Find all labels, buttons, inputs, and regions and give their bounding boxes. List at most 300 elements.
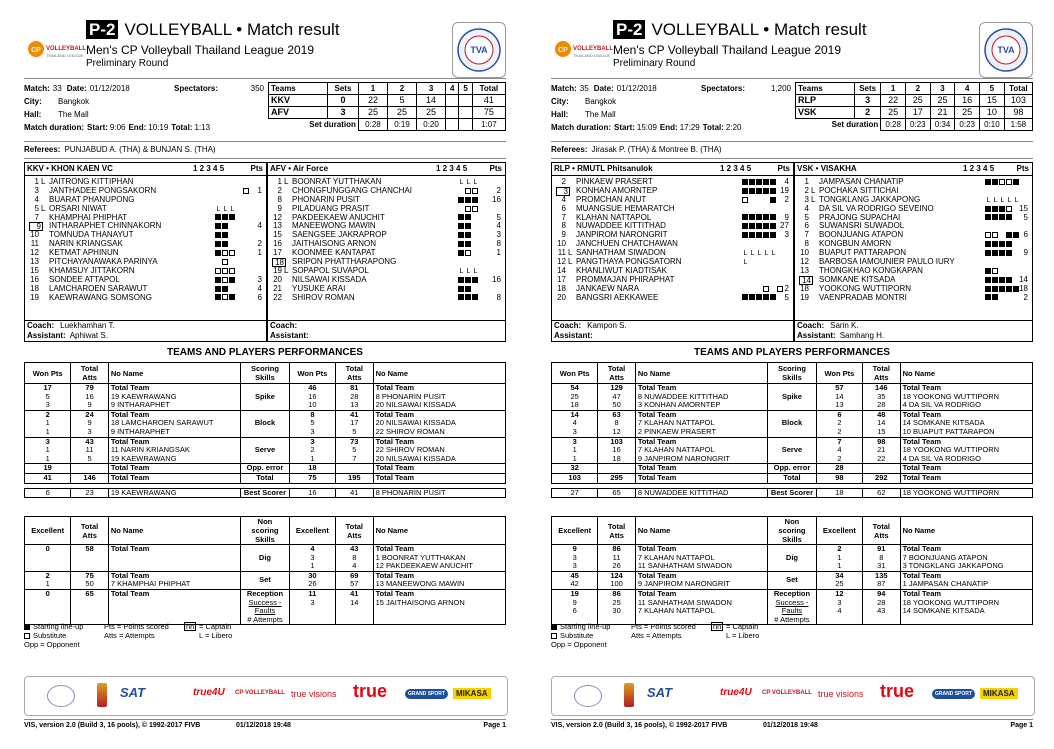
libero-set-marker: L <box>764 250 769 258</box>
player-name: BOONRAT YUTTHAKAN <box>292 177 382 186</box>
player-name: JANCHUEN CHATCHAWAN <box>576 239 678 249</box>
perf-value: 20 NILSAWAI KISSADA <box>375 400 456 410</box>
player-number: 14 <box>799 276 813 285</box>
libero-set-marker: L <box>230 205 235 213</box>
player-points: 4 <box>784 177 789 186</box>
started-set-icon <box>763 232 769 238</box>
player-points: 2 <box>784 283 789 293</box>
libero-flag: L <box>284 177 289 186</box>
score-cell: 21 <box>930 107 955 119</box>
skill-label: Total <box>256 472 274 482</box>
spectators-label: Spectators: <box>701 84 746 93</box>
score-cell: 98 <box>1004 107 1032 119</box>
substitute-set-icon <box>229 268 235 274</box>
perf-value: 3 <box>572 426 577 436</box>
perf-value: 9 <box>572 597 577 607</box>
player-set-icons <box>458 240 472 249</box>
legend-opp: Opp = Opponent <box>24 640 80 649</box>
team-b-roster <box>794 162 1033 342</box>
total-label: Total: <box>171 123 193 132</box>
perf-header: No Name <box>108 517 240 545</box>
libero-flag: L <box>284 265 289 275</box>
perf-value: 5 <box>45 391 50 401</box>
started-set-icon <box>999 206 1005 212</box>
coach-label: Coach: <box>797 321 825 330</box>
sat-logo: SAT <box>120 685 146 700</box>
end-label: End: <box>659 123 678 132</box>
perf-value: Total Team <box>637 588 677 598</box>
player-set-icons <box>985 285 1020 294</box>
perf-row <box>552 545 1033 572</box>
score-header: 3 <box>930 83 955 95</box>
started-set-icon <box>749 179 755 185</box>
perf-header: No Name <box>900 517 1032 545</box>
player-points: 3 <box>784 230 789 240</box>
player-points: 5 <box>1023 212 1028 222</box>
perf-header: Total Atts <box>863 517 901 545</box>
player-set-icons <box>215 258 229 267</box>
sets-header: 1 2 3 4 5 <box>720 164 752 173</box>
libero-set-marker: L <box>466 179 471 186</box>
player-points: 4 <box>496 221 501 231</box>
match-result-page-2 <box>527 0 1048 749</box>
perf-value: 2 PINKAEW PRASERT <box>637 426 717 436</box>
started-set-icon <box>756 188 762 194</box>
score-cell: 3 <box>328 107 359 119</box>
perf-value: 54 <box>570 383 579 392</box>
perf-value: 15 <box>877 426 886 436</box>
player-number: 9 <box>561 230 566 240</box>
player-points: 14 <box>1019 274 1028 284</box>
set-duration <box>459 119 472 131</box>
player-number: 11 <box>557 248 566 258</box>
player-number: 16 <box>30 274 39 284</box>
perf-value: 292 <box>875 472 888 482</box>
phase-name: Preliminary Round <box>86 58 169 69</box>
perf-value: 1 <box>310 453 315 463</box>
player-name: MUANGSUE HEMARATCH <box>576 203 675 213</box>
perf-value: 20 NILSAWAI KISSADA <box>375 418 456 428</box>
perf-value: 11 SANHATHAM SIWADON <box>637 597 732 607</box>
svg-text:CP: CP <box>31 47 41 54</box>
perf-value: 3 <box>572 436 577 446</box>
player-set-icons <box>458 249 472 258</box>
player-set-icons <box>215 294 236 303</box>
started-set-icon <box>770 232 776 238</box>
perf-header: Total Atts <box>863 363 901 384</box>
best-scorer-value: 65 <box>598 488 636 498</box>
player-number: 15 <box>30 265 39 275</box>
perf-value: 7 <box>352 453 357 463</box>
substitute-set-icon <box>992 232 998 238</box>
started-set-icon <box>465 286 471 292</box>
started-set-icon <box>992 214 998 220</box>
perf-value: 124 <box>610 570 623 580</box>
starting-lineup-icon <box>24 624 30 630</box>
perf-value: 4 DA SIL VA RODRIGO <box>902 453 981 463</box>
started-set-icon <box>458 241 464 247</box>
started-set-icon <box>985 241 991 247</box>
match-label: Match: <box>551 84 577 93</box>
perf-value: 146 <box>83 472 96 482</box>
referees <box>551 144 722 156</box>
perf-value: 8 PHONARIN PUSIT <box>375 391 446 401</box>
perf-value: 50 <box>85 579 94 589</box>
score-row <box>269 107 506 119</box>
perf-value: 1 <box>837 552 842 562</box>
competition-name: Men's CP Volleyball Thailand League 2019 <box>613 43 842 57</box>
player-set-icons <box>215 249 236 258</box>
started-set-icon <box>458 277 464 283</box>
city-value: Bangkok <box>585 97 617 106</box>
player-number: 17 <box>557 274 566 284</box>
score-cell <box>446 107 459 119</box>
player-number: 18 <box>557 283 566 293</box>
legend <box>551 622 851 649</box>
started-set-icon <box>756 214 762 220</box>
player-name: PILADUANG PRASIT <box>292 203 370 213</box>
skill-name <box>241 473 290 483</box>
player-number: 5 <box>804 212 809 222</box>
score-header: Teams <box>796 83 855 95</box>
spectators-label: Spectators: <box>174 84 219 93</box>
perf-value: Total Team <box>375 588 415 598</box>
perf-value: 21 <box>877 445 886 455</box>
score-cell: 10 <box>980 107 1005 119</box>
substitute-set-icon <box>999 179 1005 185</box>
started-set-icon <box>1013 286 1019 292</box>
perf-value: 12 <box>612 426 621 436</box>
started-set-icon <box>999 214 1005 220</box>
perf-value: 14 <box>877 418 886 428</box>
set-duration: 0:19 <box>387 119 416 131</box>
started-set-icon <box>749 223 755 229</box>
perf-value: Total Team <box>375 383 415 392</box>
score-cell: 75 <box>472 107 505 119</box>
player-number: 9 <box>29 222 43 231</box>
perf-value: 11 <box>308 588 317 598</box>
started-set-icon <box>742 232 748 238</box>
skill-label: Dig <box>258 552 272 562</box>
player-number: 10 <box>800 248 809 258</box>
perf-value: 2 <box>45 570 50 580</box>
player-name: PITCHAYANAWAKA PARINYA <box>49 257 158 267</box>
perf-value: 9 <box>572 544 577 553</box>
started-set-icon <box>1006 232 1012 238</box>
starting-lineup-icon <box>551 624 557 630</box>
player-set-icons <box>215 214 236 223</box>
svg-text:THAILAND LEAGUE: THAILAND LEAGUE <box>46 53 84 58</box>
player-set-icons <box>985 294 999 303</box>
match-number: 35 <box>579 84 589 93</box>
started-set-icon <box>215 250 221 256</box>
tva-logo <box>979 22 1033 78</box>
perf-value: 79 <box>85 383 94 392</box>
perf-value: 7 KLAHAN NATTAPOL <box>637 552 715 562</box>
legend-pts: Pts = Points scored <box>631 622 696 631</box>
version-footer: VIS, version 2.0 (Build 3, 16 pools), © 1992-2017 FIVB <box>24 722 201 729</box>
perf-value: Total Team <box>637 463 677 473</box>
skill-sublabel: # Attempts <box>247 614 283 624</box>
player-number: 20 <box>273 274 282 284</box>
player-points: 2 <box>257 239 262 249</box>
perf-value: 28 <box>877 597 886 607</box>
libero-flag: L <box>41 177 46 186</box>
started-set-icon <box>742 294 748 300</box>
perf-value: 25 <box>612 597 621 607</box>
date-label: Date: <box>593 84 614 93</box>
player-points: 3 <box>257 274 262 284</box>
perf-value: 2 <box>837 453 842 463</box>
player-number: 20 <box>557 292 566 302</box>
svg-text:VOLLEYBALL: VOLLEYBALL <box>573 46 613 52</box>
player-number: 7 <box>804 230 809 240</box>
perf-value: 75 <box>85 570 94 580</box>
player-name: YOOKONG WUTTIPORN <box>819 283 911 293</box>
mikasa-logo: MIKASA <box>453 688 491 699</box>
tva-logo <box>452 22 506 78</box>
score-cell: 17 <box>905 107 930 119</box>
player-number: 15 <box>273 230 282 240</box>
coach-label: Coach: <box>554 321 582 330</box>
perf-value: 1 <box>45 426 50 436</box>
skill-name <box>768 571 817 589</box>
started-set-icon <box>985 206 991 212</box>
grand-sport-logo: GRAND SPORT <box>405 689 448 699</box>
best-scorer-label: Best Scorer <box>241 488 290 498</box>
perf-value: 32 <box>570 463 579 473</box>
perf-header: Won Pts <box>816 363 862 384</box>
skill-name <box>241 384 290 411</box>
true-logo: true <box>880 681 915 701</box>
player-name: JANKAEW NARA <box>576 283 640 293</box>
total-time: 1:13 <box>194 123 211 132</box>
set-duration: 0:10 <box>980 119 1005 131</box>
assistant-label: Assistant: <box>270 331 309 340</box>
player-points: 15 <box>1019 203 1028 213</box>
perf-value: 10 <box>308 400 317 410</box>
perf-value: 17 <box>43 383 52 392</box>
player-points: 4 <box>257 283 262 293</box>
perf-value: 1 <box>45 453 50 463</box>
player-name: NARIN KRIANGSAK <box>49 239 123 249</box>
form-badge: P-2 <box>613 20 645 39</box>
pts-header: Pts <box>1016 164 1029 173</box>
player-number: 6 <box>561 203 566 213</box>
player-set-icons <box>458 276 479 285</box>
started-set-icon <box>985 286 991 292</box>
player-points: 16 <box>492 194 501 204</box>
player-name: SANHATHAM SIWADON <box>576 248 666 258</box>
started-set-icon <box>756 232 762 238</box>
perf-value: Total Team <box>110 463 150 473</box>
perf-value: 31 <box>877 561 886 571</box>
legend-atts: Atts = Attempts <box>104 631 155 640</box>
substitute-set-icon <box>243 188 249 194</box>
player-points: 2 <box>496 185 501 195</box>
perf-value: 7 KLAHAN NATTAPOL <box>637 445 715 455</box>
player-name: POCHAKA SITTICHAI <box>819 185 899 195</box>
perf-value: 45 <box>570 570 579 580</box>
started-set-icon <box>229 214 235 220</box>
skill-name <box>241 571 290 589</box>
team-a-roster <box>551 162 794 342</box>
substitute-set-icon <box>222 277 228 283</box>
player-number: 8 <box>277 194 282 204</box>
perf-header: Won Pts <box>552 363 598 384</box>
player-number: 10 <box>557 239 566 249</box>
perf-value: 18 <box>308 463 317 473</box>
perf-header: Excellent <box>816 517 862 545</box>
scoring-table <box>24 362 506 498</box>
team-b-roster <box>267 162 506 342</box>
legend-opp: Opp = Opponent <box>551 640 607 649</box>
perf-value: 30 <box>612 606 621 616</box>
perf-value: 13 <box>350 400 359 410</box>
perf-value: Total Team <box>110 436 150 446</box>
player-points: 1 <box>257 185 262 195</box>
perf-value: 2 <box>310 445 315 455</box>
started-set-icon <box>465 223 471 229</box>
started-set-icon <box>770 294 776 300</box>
player-name: BOONJUANG ATAPON <box>819 230 904 240</box>
player-row <box>554 294 791 303</box>
started-set-icon <box>985 179 991 185</box>
end-time: 10:19 <box>148 123 169 132</box>
perf-value: 14 <box>350 597 359 607</box>
perf-value: 1 <box>45 579 50 589</box>
skill-name <box>768 545 817 572</box>
score-cell: 25 <box>905 95 930 107</box>
player-points: 9 <box>784 212 789 222</box>
libero-flag: L <box>568 248 573 258</box>
perf-value: 28 <box>835 463 844 473</box>
score-header: 5 <box>459 83 472 95</box>
perf-value: 295 <box>610 472 623 482</box>
score-table <box>268 82 506 131</box>
best-scorer-label: Best Scorer <box>768 488 817 498</box>
started-set-icon <box>742 179 748 185</box>
perf-value: 18 YOOKONG WUTTIPORN <box>902 391 1000 401</box>
libero-set-marker: L <box>771 250 776 258</box>
player-name: KHAMSUY JITTAKORN <box>49 265 135 275</box>
player-points: 19 <box>780 185 789 195</box>
player-name: INTHARAPHET CHINNAKORN <box>49 221 162 231</box>
perf-value: 81 <box>350 383 359 392</box>
player-name: MANEEWONG MAWIN <box>292 221 376 231</box>
player-number: 12 <box>273 212 282 222</box>
substitute-set-icon <box>777 286 783 292</box>
team-name: KKV • KHON KAEN VC <box>27 164 113 173</box>
player-set-icons <box>742 178 777 187</box>
team-name: AFV • Air Force <box>270 164 329 173</box>
libero-set-marker: L <box>743 259 748 267</box>
perf-value: 10 BUAPUT PATTARAPON <box>902 426 995 436</box>
started-set-icon <box>985 294 991 300</box>
svg-text:CP: CP <box>558 47 568 54</box>
player-number: 19 <box>30 292 39 302</box>
skill-name <box>241 410 290 437</box>
player-name: KHAMPHAI PHIPHAT <box>49 212 128 222</box>
player-set-icons <box>742 285 784 294</box>
score-cell: 25 <box>930 95 955 107</box>
player-number: 13 <box>273 221 282 231</box>
perf-value: 8 <box>352 552 357 562</box>
started-set-icon <box>999 277 1005 283</box>
coach-name: Kampon S. <box>587 321 627 330</box>
player-set-icons <box>215 276 236 285</box>
perf-value: 86 <box>612 588 621 598</box>
player-points: 18 <box>1019 283 1028 293</box>
set-duration: 0:20 <box>417 119 446 131</box>
perf-header: Scoring Skills <box>241 363 290 384</box>
started-set-icon <box>472 294 478 300</box>
player-number: 3 <box>556 187 570 196</box>
truevisions-logo: true visions <box>818 689 864 699</box>
perf-value: 41 <box>350 588 359 598</box>
duration-label: Match duration: <box>551 123 611 132</box>
started-set-icon <box>999 250 1005 256</box>
started-set-icon <box>1006 277 1012 283</box>
perf-header: No Name <box>635 517 767 545</box>
libero-set-marker: L <box>757 250 762 258</box>
started-set-icon <box>770 197 776 203</box>
page-number: Page 1 <box>483 722 506 729</box>
skill-name <box>241 437 290 464</box>
started-set-icon <box>985 268 991 274</box>
started-set-icon <box>1013 232 1019 238</box>
player-name: KAEWRAWANG SOMSONG <box>49 292 152 302</box>
player-set-icons <box>458 205 479 214</box>
score-header: Sets <box>328 83 359 95</box>
player-points: 5 <box>784 292 789 302</box>
best-scorer-row <box>552 488 1033 498</box>
perf-row <box>25 589 506 624</box>
started-set-icon <box>222 214 228 220</box>
started-set-icon <box>229 294 235 300</box>
legend-libero: L = Libero <box>199 631 233 640</box>
referees-label: Referees: <box>551 145 588 154</box>
player-points: 6 <box>257 292 262 302</box>
city-value: Bangkok <box>58 97 90 106</box>
player-number: 11 <box>30 239 39 249</box>
score-cell: 25 <box>881 107 906 119</box>
player-number: 2 <box>804 185 809 195</box>
perf-value: 9 <box>87 418 92 428</box>
sets-header: 1 2 3 4 5 <box>436 164 468 173</box>
player-name: PRAJONG SUPACHAI <box>819 212 901 222</box>
total-label: Total: <box>702 123 724 132</box>
player-set-icons <box>742 222 777 231</box>
player-name: PANGTHAYA PONGSATORN <box>576 257 682 267</box>
player-set-icons <box>458 285 472 294</box>
perf-value: 48 <box>877 409 886 419</box>
libero-flag: L <box>811 194 816 204</box>
libero-flag: L <box>811 185 816 195</box>
started-set-icon <box>465 294 471 300</box>
player-set-icons <box>215 222 229 231</box>
match-label: Match: <box>24 84 50 93</box>
libero-set-marker: L <box>459 267 464 275</box>
legend-atts: Atts = Attempts <box>631 631 682 640</box>
player-set-icons <box>458 222 472 231</box>
perf-header: Scoring Skills <box>768 363 817 384</box>
start-time: 15:09 <box>636 123 657 132</box>
pts-header: Pts <box>250 164 263 173</box>
player-name: CHONGFUNGGANG CHANCHAI <box>292 185 413 195</box>
score-cell: 22 <box>881 95 906 107</box>
started-set-icon <box>458 286 464 292</box>
